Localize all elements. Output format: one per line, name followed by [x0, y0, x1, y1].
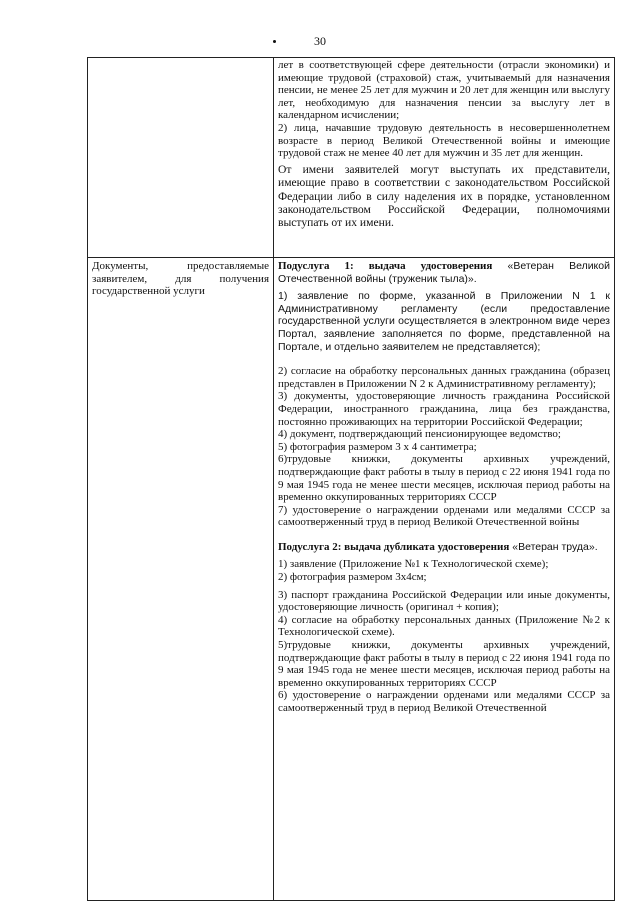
row1-right-cell	[274, 58, 615, 258]
row1-paragraph: От имени заявителей могут выступать их представители, имеющие право в соответствии с законодательством Российской Федерации либо в силу наделения их в порядке, установленном законодательством Российской Федерации, полномочиями выступать от их имени.	[278, 162, 610, 230]
row1-paragraph: лет в соответствующей сфере деятельности (отрасли экономики) и имеющие трудовой (страховой) стаж, учитываемый для назначения пенсии, не менее 25 лет для мужчин и 20 лет для женщин или выслугу лет, необходимую для назначения пенсии за выслугу лет в календарном исчислении;	[278, 59, 610, 122]
document-item: 5)трудовые книжки, документы архивных учреждений, подтверждающие факт работы в тылу в период с 22 июня 1941 года по 9 мая 1945 года не менее шести месяцев, исключая период работы на временно оккупированных территориях СССР	[278, 639, 610, 689]
row2-left-cell	[88, 258, 274, 901]
subservice1-title	[278, 260, 610, 285]
table-row	[88, 258, 615, 901]
document-item: 6) удостоверение о награждении орденами или медалями СССР за самоотверженный труд в период Великой Отечественной	[278, 689, 610, 714]
row2-right-cell	[274, 258, 615, 901]
row1-paragraph: 2) лица, начавшие трудовую деятельность в несовершеннолетнем возрасте в период Великой Отечественной войны и имеющие трудовой стаж не менее 40 лет для мужчин и 35 лет для женщин.	[278, 121, 610, 160]
document-item: 5) фотография размером 3 х 4 сантиметра;	[278, 440, 477, 453]
document-item: 2) фотография размером 3х4см;	[278, 571, 427, 584]
document-item: 3) паспорт гражданина Российской Федерации или иные документы, удостоверяющие личность (оригинал + копия);	[278, 588, 610, 614]
document-item: 1) заявление по форме, указанной в Приложении N 1 к Административному регламенту (если предоставление государственной услуги осуществляется в электронном виде через Портал, заявление заполняется по форме, представленной на Портале, и отдельно заявителем не представляется);	[278, 290, 610, 353]
subservice2-title	[278, 541, 610, 554]
documents-label: Документы, предоставляемые заявителем, для получения государственной услуги	[92, 260, 269, 298]
table-row	[88, 58, 615, 258]
document-item: 4) документ, подтверждающий пенсионирующее ведомство;	[278, 428, 561, 441]
document-item: 6)трудовые книжки, документы архивных учреждений, подтверждающие факт работы в тылу в период с 22 июня 1941 года по 9 мая 1945 года не менее шести месяцев, исключая период работы на временно оккупированных территориях СССР	[278, 453, 610, 504]
subservice2-title-bold: Подуслуга 2: выдача дубликата удостоверения	[278, 540, 510, 553]
services-table	[87, 57, 615, 901]
document-item: 7) удостоверение о награждении орденами или медалями СССР за самоотверженный труд в период Великой Отечественной войны	[278, 503, 610, 529]
document-item: 1) заявление (Приложение №1 к Технологической схеме);	[278, 558, 549, 571]
document-item: 2) согласие на обработку персональных данных гражданина (образец представлен в Приложении N 2 к Административному регламенту);	[278, 365, 610, 390]
subservice2-title-rest: «Ветеран труда».	[509, 540, 598, 553]
row1-left-cell	[88, 58, 274, 258]
document-item: 4) согласие на обработку персональных данных (Приложение №2 к Технологической схеме).	[278, 613, 610, 639]
subservice1-title-rest: «Ветеран Великой Отечественной войны (труженик тыла)».	[278, 260, 610, 285]
page-number: 30	[314, 34, 326, 48]
document-item: 3) документы, удостоверяющие личность гражданина Российской Федерации, иностранного гражданина, лица без гражданства, постоянно проживающих на территории Российской Федерации;	[278, 390, 610, 428]
subservice1-title-bold: Подуслуга 1: выдача удостоверения	[278, 260, 493, 272]
